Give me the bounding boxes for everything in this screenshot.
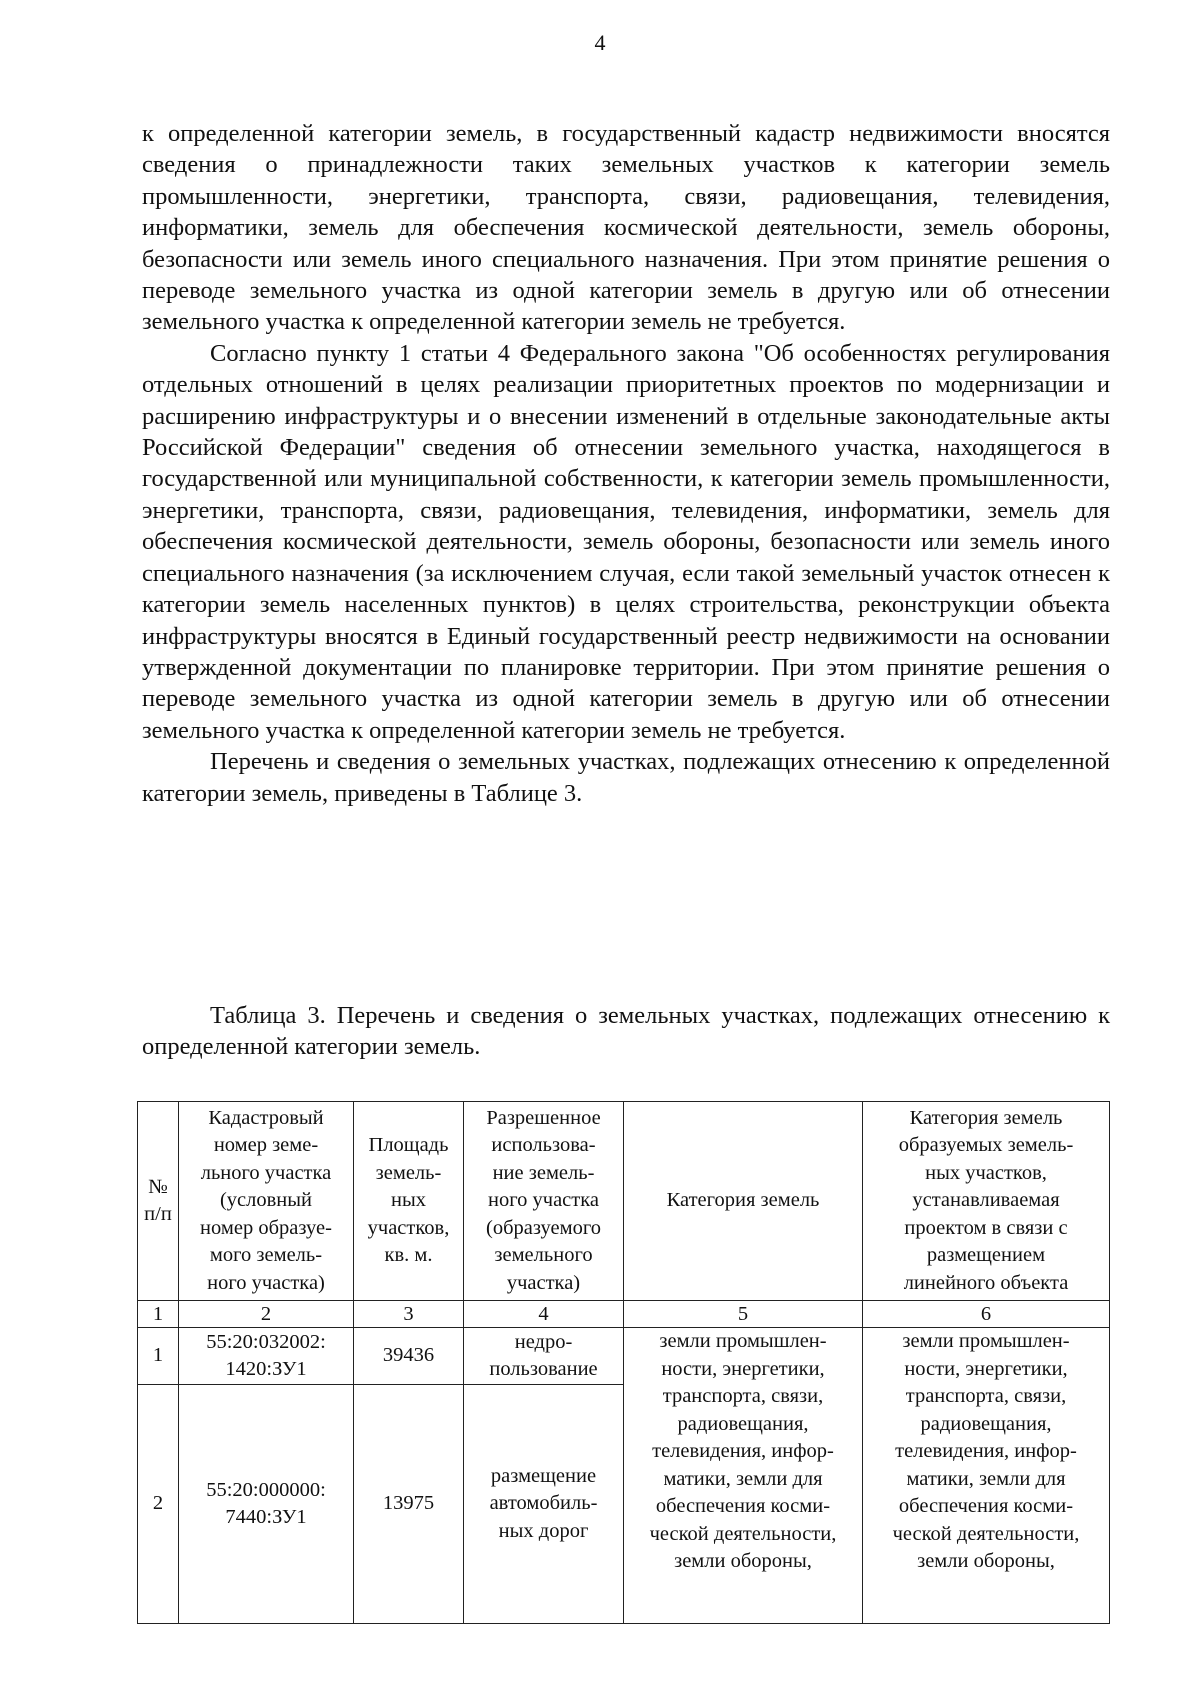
cell-line: обеспечения косми- xyxy=(655,1495,831,1517)
header-cadastral-number xyxy=(179,1102,354,1301)
row-number: 2 xyxy=(138,1385,179,1624)
cell-line: транспорта, связи, xyxy=(662,1385,824,1407)
cell-line: льного участка xyxy=(200,1161,332,1184)
cell-line: (условный xyxy=(219,1189,313,1212)
cadastral-number xyxy=(179,1328,354,1385)
column-number: 4 xyxy=(464,1301,624,1328)
cell-line: радиовещания, xyxy=(920,1412,1052,1435)
cell-line: использова- xyxy=(491,1134,596,1157)
header-area xyxy=(354,1102,464,1301)
cell-line: номер образуе- xyxy=(200,1216,332,1239)
paragraph-table-intro: Перечень и сведения о земельных участках, подлежащих отнесению к определенной категории земель, приведены в Таблице 3. xyxy=(142,748,1110,807)
body-text xyxy=(142,118,1110,809)
cell-line: 55:20:032002: xyxy=(206,1330,326,1353)
cell-line: Разрешенное xyxy=(486,1106,601,1129)
cell-line: ных участков, xyxy=(925,1161,1047,1184)
permitted-use xyxy=(464,1328,624,1385)
cell-line: земли обороны, xyxy=(674,1550,812,1572)
land-plots-table xyxy=(137,1101,1110,1624)
header-land-category xyxy=(624,1102,863,1301)
header-permitted-use xyxy=(464,1102,624,1301)
column-number: 6 xyxy=(863,1301,1110,1328)
cell-line: матики, земли для xyxy=(906,1467,1066,1490)
column-number: 1 xyxy=(138,1301,179,1328)
cell-line: Площадь xyxy=(368,1134,449,1157)
cell-line: земельного xyxy=(494,1244,593,1267)
cell-line: земли промышлен- xyxy=(902,1330,1070,1352)
cell-line: автомобиль- xyxy=(489,1492,598,1515)
cell-line: образуемых земель- xyxy=(898,1134,1074,1157)
cell-line: недро- xyxy=(514,1330,573,1353)
cell-line: участка) xyxy=(506,1271,581,1294)
table-header-row xyxy=(138,1102,1110,1301)
cell-line: обеспечения косми- xyxy=(898,1495,1074,1517)
cell-line: ных дорог xyxy=(498,1519,589,1542)
column-number: 3 xyxy=(354,1301,464,1328)
cell-line: земли обороны, xyxy=(917,1550,1055,1572)
area-value: 39436 xyxy=(354,1328,464,1385)
header-new-land-category xyxy=(863,1102,1110,1301)
paragraph-continuation: к определенной категории земель, в государственный кадастр недвижимости вносятся сведения о принадлежности таких земельных участков к категории земель промышленности, энергетики, транспорта, связи, радиовещания, телевидения, информатики, земель для обеспечения космической деятельности, земель обороны, безопасности или земель иного специального назначения. При этом принятие решения о переводе земельного участка из одной категории земель в другую или об отнесении земельного участка к определенной категории земель не требуется. xyxy=(142,120,1110,336)
cell-line: номер зeме- xyxy=(213,1134,319,1157)
cell-line: № xyxy=(148,1175,168,1198)
cell-line: земель- xyxy=(375,1161,442,1184)
paragraph-law-reference: Согласно пункту 1 статьи 4 Федерального закона "Об особенностях регулирования отдельных отношений в целях реализации приоритетных проектов по модернизации и расширению инфраструктуры и о внесении изменений в отдельные законодательные акты Российской Федерации" сведения об отнесении земельного участка, находящегося в государственной или муниципальной собственности, к категории земель промышленности, энергетики, транспорта, связи, радиовещания, телевидения, информатики, земель для обеспечения космической деятельности, земель обороны, безопасности или земель иного специального назначения (за исключением случая, если такой земельный участок отнесен к категории земель населенных пунктов) в целях строительства, реконструкции объекта инфраструктуры вносятся в Единый государственный реестр недвижимости на основании утвержденной документации по планировке территории. При этом принятие решения о переводе земельного участка из одной категории земель в другую или об отнесении земельного участка к определенной категории земель не требуется. xyxy=(142,339,1110,744)
cell-line: Кадастровый xyxy=(208,1106,324,1129)
cell-line: радиовещания, xyxy=(677,1412,809,1435)
cell-line: линейного объекта xyxy=(903,1271,1069,1294)
header-number xyxy=(138,1102,179,1301)
cell-line: 55:20:000000: xyxy=(206,1478,326,1501)
cell-line: п/п xyxy=(144,1203,172,1225)
cell-line: (образуемого xyxy=(486,1216,601,1239)
table-row xyxy=(138,1328,1110,1385)
cell-line: мого земель- xyxy=(209,1244,323,1267)
cell-line: 1420:ЗУ1 xyxy=(225,1358,307,1380)
page-number: 4 xyxy=(594,30,606,55)
new-land-category xyxy=(863,1328,1110,1624)
cell-line: 7440:ЗУ1 xyxy=(225,1506,307,1528)
cell-line: устанавливаемая xyxy=(912,1189,1060,1212)
cell-line: транспорта, связи, xyxy=(905,1385,1067,1407)
cell-line: кв. м. xyxy=(384,1244,433,1267)
land-category xyxy=(624,1328,863,1624)
row-number: 1 xyxy=(138,1328,179,1385)
column-number: 2 xyxy=(179,1301,354,1328)
cell-line: участков, xyxy=(367,1216,450,1239)
cell-line: размещением xyxy=(926,1244,1046,1267)
cell-line: ности, энергетики, xyxy=(661,1357,825,1380)
cell-line: ного участка) xyxy=(207,1271,325,1294)
cell-line: ности, энергетики, xyxy=(904,1357,1068,1380)
cadastral-number xyxy=(179,1385,354,1624)
column-number: 5 xyxy=(624,1301,863,1328)
cell-line: ческой деятельности, xyxy=(649,1522,837,1545)
cell-line: Категория земель xyxy=(666,1189,820,1212)
cell-line: ние земель- xyxy=(492,1161,595,1184)
cell-line: ных xyxy=(391,1189,426,1212)
cell-line: размещение xyxy=(490,1464,597,1487)
cell-line: Категория земель xyxy=(909,1106,1063,1129)
cell-line: ного участка xyxy=(488,1189,599,1212)
cell-line: матики, земли для xyxy=(663,1467,823,1490)
cell-line: проектом в связи с xyxy=(904,1216,1068,1239)
cell-line: телевидения, инфор- xyxy=(895,1440,1077,1462)
area-value: 13975 xyxy=(354,1385,464,1624)
table-caption: Таблица 3. Перечень и сведения о земельных участках, подлежащих отнесению к определенной категории земель. xyxy=(142,1002,1110,1061)
permitted-use xyxy=(464,1385,624,1624)
cell-line: пользование xyxy=(489,1358,598,1380)
cell-line: ческой деятельности, xyxy=(892,1522,1080,1545)
column-number-row xyxy=(138,1301,1110,1328)
cell-line: земли промышлен- xyxy=(659,1330,827,1352)
cell-line: телевидения, инфор- xyxy=(652,1440,834,1462)
